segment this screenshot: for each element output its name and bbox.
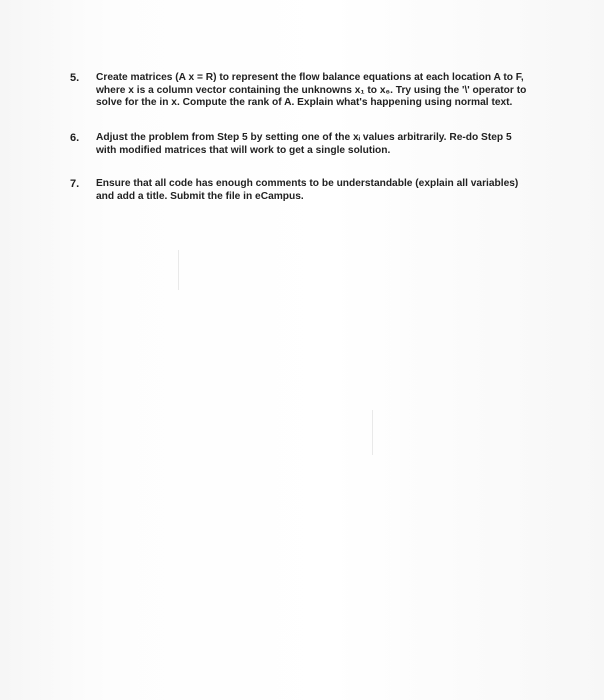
step-line: and add a title. Submit the file in eCampus. (96, 190, 304, 202)
step-line: where x is a column vector containing the unknowns x₁ to x₆. Try using the '\' operator to (96, 84, 527, 96)
paper-crease (178, 250, 179, 290)
step-number: 5. (70, 72, 80, 84)
step-line: with modified matrices that will work to get a single solution. (96, 144, 391, 156)
step-line: solve for the in x. Compute the rank of A. Explain what's happening using normal text. (96, 97, 513, 108)
step-number: 6. (70, 132, 80, 144)
step-line: Ensure that all code has enough comments to be understandable (explain all variables) (96, 178, 519, 189)
step-text (96, 178, 548, 203)
step-line: Adjust the problem from Step 5 by setting one of the xᵢ values arbitrarily. Re-do Step 5 (96, 132, 512, 143)
step-text (96, 72, 548, 110)
paper-crease (372, 410, 373, 455)
step-line: Create matrices (A x = R) to represent the flow balance equations at each location A to F, (96, 72, 524, 83)
step-number: 7. (70, 178, 80, 190)
step-text (96, 132, 548, 157)
